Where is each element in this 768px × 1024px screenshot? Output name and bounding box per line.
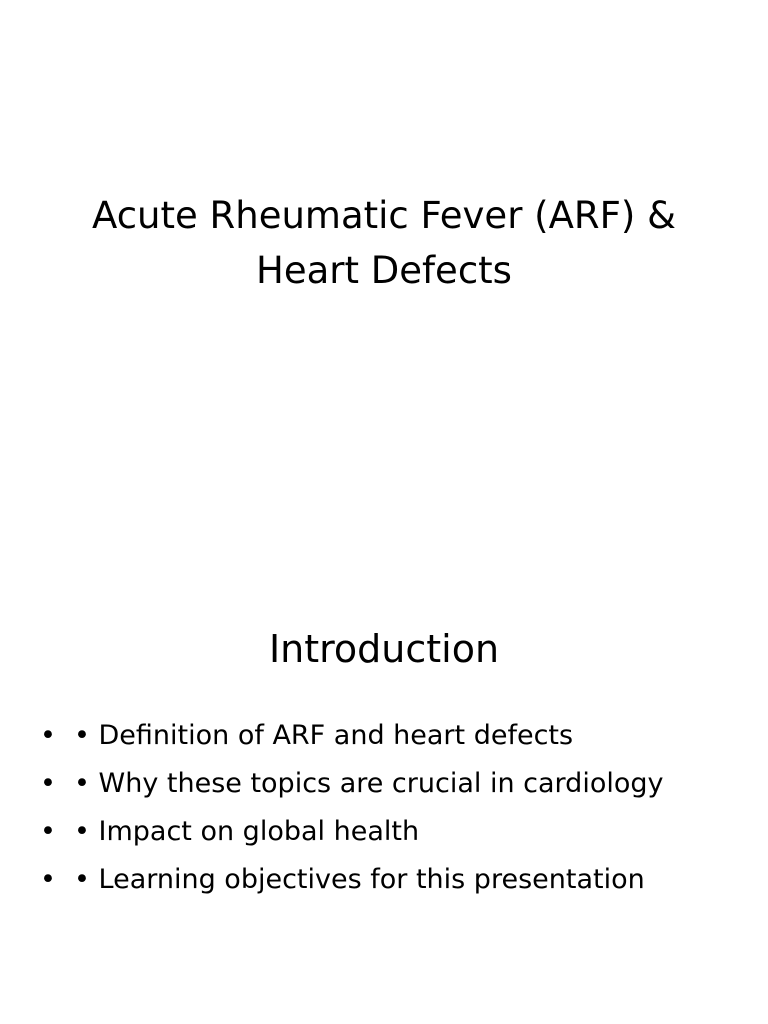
list-item — [40, 856, 740, 904]
bullet-icon: • — [40, 864, 56, 895]
title-line: Heart Defects — [256, 249, 512, 292]
bullet-text: • Definition of ARF and heart defects — [74, 720, 574, 751]
list-item — [40, 808, 740, 856]
list-item — [40, 760, 740, 808]
title-line: Acute Rheumatic Fever (ARF) & — [92, 194, 676, 237]
bullet-icon: • — [40, 768, 56, 799]
bullet-icon: • — [40, 720, 56, 751]
bullet-text: • Learning objectives for this presentation — [74, 864, 645, 895]
bullet-list — [40, 712, 740, 904]
slide-title — [40, 188, 728, 298]
slide-heading: Introduction — [268, 627, 500, 671]
list-item — [40, 712, 740, 760]
introduction-slide — [0, 448, 768, 1024]
bullet-text: • Why these topics are crucial in cardiology — [74, 768, 664, 799]
bullet-text: • Impact on global health — [74, 816, 420, 847]
bullet-icon: • — [40, 816, 56, 847]
